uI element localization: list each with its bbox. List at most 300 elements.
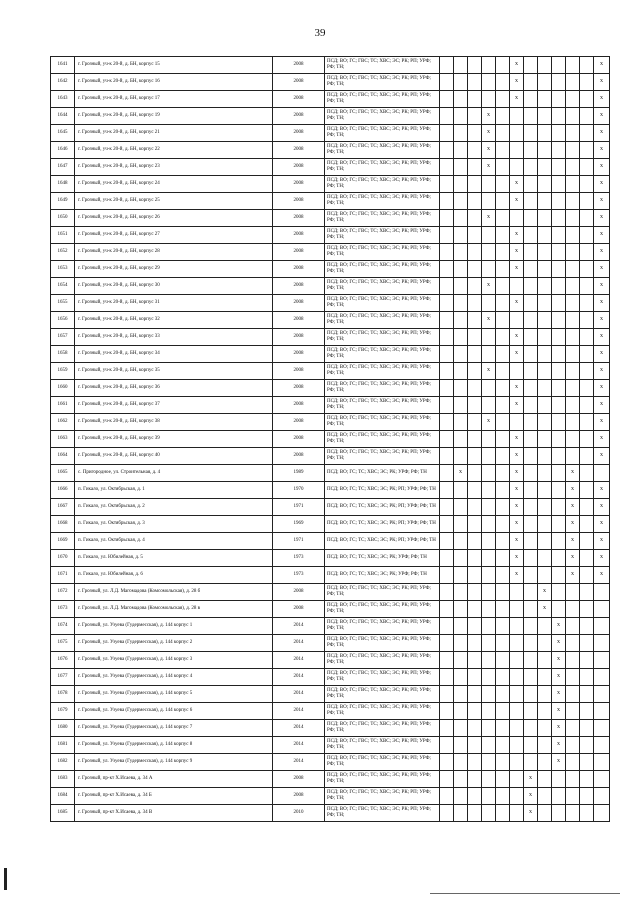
table-row: [51, 499, 610, 516]
address-cell: г. Грозный, пр-кт Х.Исаева, д. 34 Б: [75, 788, 273, 805]
services-cell: ПСД; ВО; ГС; ГВС; ТС; ХВС; ЭС; РК; РП; УРФ; РФ; ТН;: [325, 686, 440, 703]
mark-cell: x: [538, 601, 552, 618]
mark-cell: x: [510, 91, 524, 108]
mark-cell: [440, 431, 454, 448]
mark-cell: [510, 771, 524, 788]
mark-cell: [552, 346, 566, 363]
table-row: [51, 244, 610, 261]
services-cell: ПСД; ВО; ГС; ГВС; ТС; ХВС; ЭС; РК; РП; УРФ; РФ; ТН;: [325, 125, 440, 142]
mark-cell: [496, 584, 510, 601]
mark-cell: x: [510, 533, 524, 550]
mark-cell: [566, 720, 580, 737]
address-cell: г. Грозный, пр-кт Х.Исаева, д. 34 В: [75, 805, 273, 822]
mark-cell: [496, 227, 510, 244]
address-cell: г. Грозный, уч-к 20-й, д. БН, корпус 24: [75, 176, 273, 193]
mark-cell: [552, 261, 566, 278]
mark-cell: [454, 176, 468, 193]
table-row: [51, 720, 610, 737]
mark-cell: [594, 686, 610, 703]
mark-cell: [440, 448, 454, 465]
mark-cell: [440, 550, 454, 567]
mark-cell: [482, 448, 496, 465]
mark-cell: [496, 533, 510, 550]
mark-cell: [524, 159, 538, 176]
mark-cell: [594, 652, 610, 669]
mark-cell: [580, 397, 594, 414]
mark-cell: [580, 108, 594, 125]
row-number-cell: 1659: [51, 363, 75, 380]
mark-cell: [440, 295, 454, 312]
mark-cell: [454, 618, 468, 635]
services-cell: ПСД; ВО; ГС; ГВС; ТС; ХВС; ЭС; РК; РП; УРФ; РФ; ТН;: [325, 635, 440, 652]
table-row: [51, 261, 610, 278]
mark-cell: x: [552, 686, 566, 703]
address-cell: г. Грозный, пр-кт Х.Исаева, д. 34 А: [75, 771, 273, 788]
mark-cell: [580, 618, 594, 635]
mark-cell: [552, 533, 566, 550]
mark-cell: x: [510, 295, 524, 312]
mark-cell: [538, 635, 552, 652]
services-cell: ПСД; ВО; ГС; ГВС; ТС; ХВС; ЭС; РК; РП; УРФ; РФ; ТН;: [325, 601, 440, 618]
mark-cell: [482, 431, 496, 448]
mark-cell: x: [594, 431, 610, 448]
mark-cell: [510, 414, 524, 431]
mark-cell: [566, 57, 580, 74]
services-cell: ПСД; ВО; ГС; ГВС; ТС; ХВС; ЭС; РК; РП; УРФ; РФ; ТН;: [325, 380, 440, 397]
address-cell: г. Грозный, уч-к 20-й, д. БН, корпус 30: [75, 278, 273, 295]
row-number-cell: 1658: [51, 346, 75, 363]
mark-cell: x: [566, 465, 580, 482]
year-cell: 2008: [273, 380, 325, 397]
mark-cell: [552, 210, 566, 227]
mark-cell: x: [594, 329, 610, 346]
mark-cell: [524, 227, 538, 244]
mark-cell: [468, 414, 482, 431]
mark-cell: x: [552, 669, 566, 686]
mark-cell: [468, 754, 482, 771]
mark-cell: [538, 550, 552, 567]
mark-cell: [524, 312, 538, 329]
mark-cell: [552, 329, 566, 346]
mark-cell: [580, 584, 594, 601]
mark-cell: [482, 346, 496, 363]
mark-cell: [538, 193, 552, 210]
address-cell: г. Грозный, уч-к 20-й, д. БН, корпус 17: [75, 91, 273, 108]
mark-cell: [454, 635, 468, 652]
mark-cell: x: [594, 261, 610, 278]
mark-cell: [468, 482, 482, 499]
mark-cell: [468, 57, 482, 74]
mark-cell: [524, 295, 538, 312]
mark-cell: [440, 754, 454, 771]
mark-cell: [468, 516, 482, 533]
mark-cell: x: [594, 448, 610, 465]
mark-cell: [468, 431, 482, 448]
year-cell: 2008: [273, 57, 325, 74]
mark-cell: [580, 550, 594, 567]
mark-cell: [454, 329, 468, 346]
year-cell: 2008: [273, 193, 325, 210]
mark-cell: [566, 363, 580, 380]
table-row: [51, 397, 610, 414]
row-number-cell: 1647: [51, 159, 75, 176]
mark-cell: [468, 193, 482, 210]
row-number-cell: 1674: [51, 618, 75, 635]
mark-cell: [510, 363, 524, 380]
address-cell: г. Грозный, ул. Узуева (Гудермесская), д. 144 корпус 1: [75, 618, 273, 635]
mark-cell: [440, 329, 454, 346]
address-cell: г. Грозный, уч-к 20-й, д. БН, корпус 26: [75, 210, 273, 227]
year-cell: 2008: [273, 329, 325, 346]
row-number-cell: 1654: [51, 278, 75, 295]
table-row: [51, 431, 610, 448]
address-cell: п. Гикало, ул. Октябрьская, д. 1: [75, 482, 273, 499]
mark-cell: x: [454, 465, 468, 482]
mark-cell: [552, 414, 566, 431]
address-cell: г. Грозный, уч-к 20-й, д. БН, корпус 40: [75, 448, 273, 465]
mark-cell: [580, 176, 594, 193]
mark-cell: x: [510, 431, 524, 448]
address-cell: г. Грозный, уч-к 20-й, д. БН, корпус 37: [75, 397, 273, 414]
mark-cell: [454, 363, 468, 380]
year-cell: 2008: [273, 414, 325, 431]
mark-cell: [496, 686, 510, 703]
table-row: [51, 482, 610, 499]
mark-cell: [440, 635, 454, 652]
mark-cell: x: [482, 210, 496, 227]
row-number-cell: 1681: [51, 737, 75, 754]
mark-cell: [510, 703, 524, 720]
table-row: [51, 108, 610, 125]
mark-cell: x: [510, 244, 524, 261]
table-row: [51, 703, 610, 720]
mark-cell: [580, 57, 594, 74]
mark-cell: [440, 567, 454, 584]
mark-cell: [580, 414, 594, 431]
mark-cell: [594, 601, 610, 618]
mark-cell: [580, 431, 594, 448]
mark-cell: [566, 176, 580, 193]
mark-cell: [538, 669, 552, 686]
mark-cell: [510, 720, 524, 737]
address-cell: г. Грозный, ул. Узуева (Гудермесская), д. 144 корпус 4: [75, 669, 273, 686]
mark-cell: [566, 74, 580, 91]
address-cell: п. Гикало, ул. Октябрьская, д. 4: [75, 533, 273, 550]
mark-cell: [552, 74, 566, 91]
mark-cell: x: [510, 329, 524, 346]
mark-cell: [552, 465, 566, 482]
row-number-cell: 1670: [51, 550, 75, 567]
mark-cell: [454, 550, 468, 567]
mark-cell: x: [510, 346, 524, 363]
mark-cell: [538, 499, 552, 516]
mark-cell: [496, 176, 510, 193]
services-cell: ПСД; ВО; ГС; ТС; ХВС; ЭС; РК; УРФ; РФ; ТН: [325, 550, 440, 567]
services-cell: ПСД; ВО; ГС; ГВС; ТС; ХВС; ЭС; РК; РП; УРФ; РФ; ТН;: [325, 74, 440, 91]
mark-cell: [524, 703, 538, 720]
mark-cell: [482, 516, 496, 533]
address-cell: п. Гикало, ул. Октябрьская, д. 3: [75, 516, 273, 533]
mark-cell: [538, 533, 552, 550]
mark-cell: [524, 567, 538, 584]
mark-cell: [454, 431, 468, 448]
mark-cell: [580, 703, 594, 720]
mark-cell: x: [566, 499, 580, 516]
address-cell: г. Грозный, уч-к 20-й, д. БН, корпус 19: [75, 108, 273, 125]
address-cell: г. Грозный, ул. Узуева (Гудермесская), д. 144 корпус 5: [75, 686, 273, 703]
row-number-cell: 1668: [51, 516, 75, 533]
mark-cell: [538, 176, 552, 193]
year-cell: 2008: [273, 227, 325, 244]
mark-cell: x: [524, 805, 538, 822]
mark-cell: [524, 193, 538, 210]
table-row: [51, 210, 610, 227]
row-number-cell: 1655: [51, 295, 75, 312]
mark-cell: x: [510, 567, 524, 584]
mark-cell: [496, 771, 510, 788]
mark-cell: [482, 329, 496, 346]
mark-cell: x: [566, 516, 580, 533]
services-cell: ПСД; ВО; ГС; ГВС; ТС; ХВС; ЭС; РК; РП; УРФ; РФ; ТН;: [325, 295, 440, 312]
mark-cell: x: [510, 193, 524, 210]
services-cell: ПСД; ВО; ГС; ТС; ХВС; ЭС; РК; РП; УРФ; РФ; ТН: [325, 533, 440, 550]
mark-cell: [496, 805, 510, 822]
mark-cell: [594, 635, 610, 652]
mark-cell: [538, 380, 552, 397]
housing-table-container: [50, 56, 610, 822]
table-row: [51, 516, 610, 533]
mark-cell: [482, 91, 496, 108]
row-number-cell: 1677: [51, 669, 75, 686]
mark-cell: [468, 278, 482, 295]
year-cell: 1971: [273, 533, 325, 550]
year-cell: 2008: [273, 278, 325, 295]
row-number-cell: 1673: [51, 601, 75, 618]
mark-cell: [440, 227, 454, 244]
mark-cell: [468, 584, 482, 601]
mark-cell: [454, 516, 468, 533]
mark-cell: [496, 380, 510, 397]
services-cell: ПСД; ВО; ГС; ТС; ХВС; ЭС; РК; УРФ; РФ; ТН: [325, 465, 440, 482]
row-number-cell: 1653: [51, 261, 75, 278]
mark-cell: [496, 261, 510, 278]
address-cell: г. Грозный, уч-к 20-й, д. БН, корпус 21: [75, 125, 273, 142]
mark-cell: [440, 686, 454, 703]
mark-cell: [580, 227, 594, 244]
services-cell: ПСД; ВО; ГС; ГВС; ТС; ХВС; ЭС; РК; РП; УРФ; РФ; ТН;: [325, 108, 440, 125]
mark-cell: [496, 346, 510, 363]
mark-cell: [510, 159, 524, 176]
row-number-cell: 1645: [51, 125, 75, 142]
address-cell: г. Грозный, уч-к 20-й, д. БН, корпус 16: [75, 74, 273, 91]
services-cell: ПСД; ВО; ГС; ТС; ХВС; ЭС; РК; РП; УРФ; РФ; ТН: [325, 516, 440, 533]
mark-cell: [468, 703, 482, 720]
mark-cell: [580, 635, 594, 652]
mark-cell: x: [510, 397, 524, 414]
mark-cell: [524, 686, 538, 703]
mark-cell: [552, 516, 566, 533]
year-cell: 2014: [273, 737, 325, 754]
mark-cell: [496, 601, 510, 618]
mark-cell: [440, 397, 454, 414]
table-row: [51, 601, 610, 618]
mark-cell: [496, 567, 510, 584]
mark-cell: [454, 771, 468, 788]
table-row: [51, 125, 610, 142]
mark-cell: [566, 414, 580, 431]
services-cell: ПСД; ВО; ГС; ГВС; ТС; ХВС; ЭС; РК; РП; УРФ; РФ; ТН;: [325, 278, 440, 295]
mark-cell: [538, 567, 552, 584]
mark-cell: [496, 550, 510, 567]
year-cell: 2008: [273, 312, 325, 329]
mark-cell: [594, 788, 610, 805]
mark-cell: [580, 74, 594, 91]
mark-cell: [454, 108, 468, 125]
mark-cell: [524, 584, 538, 601]
services-cell: ПСД; ВО; ГС; ГВС; ТС; ХВС; ЭС; РК; РП; УРФ; РФ; ТН;: [325, 414, 440, 431]
services-cell: ПСД; ВО; ГС; ГВС; ТС; ХВС; ЭС; РК; РП; УРФ; РФ; ТН;: [325, 329, 440, 346]
mark-cell: [510, 125, 524, 142]
address-cell: п. Гикало, ул. Юбилейная, д. 6: [75, 567, 273, 584]
mark-cell: [510, 312, 524, 329]
mark-cell: [594, 720, 610, 737]
year-cell: 2008: [273, 159, 325, 176]
mark-cell: [566, 210, 580, 227]
mark-cell: [552, 397, 566, 414]
mark-cell: [580, 567, 594, 584]
mark-cell: [538, 652, 552, 669]
mark-cell: [552, 584, 566, 601]
row-number-cell: 1651: [51, 227, 75, 244]
row-number-cell: 1665: [51, 465, 75, 482]
services-cell: ПСД; ВО; ГС; ГВС; ТС; ХВС; ЭС; РК; РП; УРФ; РФ; ТН;: [325, 346, 440, 363]
address-cell: г. Грозный, ул. Узуева (Гудермесская), д. 144 корпус 7: [75, 720, 273, 737]
mark-cell: x: [538, 584, 552, 601]
year-cell: 2008: [273, 261, 325, 278]
mark-cell: [510, 686, 524, 703]
address-cell: г. Грозный, уч-к 20-й, д. БН, корпус 31: [75, 295, 273, 312]
mark-cell: [510, 669, 524, 686]
mark-cell: [538, 295, 552, 312]
mark-cell: x: [510, 176, 524, 193]
mark-cell: [566, 737, 580, 754]
mark-cell: [482, 754, 496, 771]
mark-cell: [482, 193, 496, 210]
mark-cell: [552, 499, 566, 516]
mark-cell: [524, 482, 538, 499]
mark-cell: [566, 159, 580, 176]
mark-cell: [440, 74, 454, 91]
table-row: [51, 805, 610, 822]
services-cell: ПСД; ВО; ГС; ГВС; ТС; ХВС; ЭС; РК; РП; УРФ; РФ; ТН;: [325, 669, 440, 686]
mark-cell: [566, 295, 580, 312]
address-cell: г. Грозный, уч-к 20-й, д. БН, корпус 23: [75, 159, 273, 176]
year-cell: 2008: [273, 210, 325, 227]
mark-cell: [510, 210, 524, 227]
year-cell: 2014: [273, 754, 325, 771]
services-cell: ПСД; ВО; ГС; ГВС; ТС; ХВС; ЭС; РК; РП; УРФ; РФ; ТН;: [325, 618, 440, 635]
mark-cell: [496, 57, 510, 74]
mark-cell: x: [594, 499, 610, 516]
mark-cell: [566, 431, 580, 448]
mark-cell: [482, 176, 496, 193]
mark-cell: [454, 380, 468, 397]
mark-cell: [566, 635, 580, 652]
address-cell: с. Пригородное, ул. Строительная, д. 4: [75, 465, 273, 482]
mark-cell: [440, 108, 454, 125]
mark-cell: x: [594, 244, 610, 261]
row-number-cell: 1672: [51, 584, 75, 601]
mark-cell: [538, 210, 552, 227]
mark-cell: [594, 805, 610, 822]
year-cell: 2008: [273, 788, 325, 805]
mark-cell: [524, 74, 538, 91]
mark-cell: [580, 805, 594, 822]
mark-cell: [580, 278, 594, 295]
table-row: [51, 91, 610, 108]
mark-cell: [538, 771, 552, 788]
mark-cell: [552, 176, 566, 193]
services-cell: ПСД; ВО; ГС; ГВС; ТС; ХВС; ЭС; РК; РП; УРФ; РФ; ТН;: [325, 57, 440, 74]
mark-cell: [468, 91, 482, 108]
mark-cell: x: [552, 618, 566, 635]
mark-cell: [524, 363, 538, 380]
year-cell: 2014: [273, 720, 325, 737]
mark-cell: x: [552, 635, 566, 652]
mark-cell: [524, 533, 538, 550]
mark-cell: [482, 601, 496, 618]
mark-cell: [482, 482, 496, 499]
table-row: [51, 635, 610, 652]
mark-cell: x: [594, 74, 610, 91]
mark-cell: x: [482, 363, 496, 380]
mark-cell: [482, 686, 496, 703]
mark-cell: [454, 533, 468, 550]
mark-cell: [510, 754, 524, 771]
mark-cell: x: [510, 380, 524, 397]
services-cell: ПСД; ВО; ГС; ГВС; ТС; ХВС; ЭС; РК; РП; УРФ; РФ; ТН;: [325, 210, 440, 227]
table-row: [51, 771, 610, 788]
row-number-cell: 1657: [51, 329, 75, 346]
mark-cell: [538, 397, 552, 414]
mark-cell: [524, 244, 538, 261]
mark-cell: [552, 57, 566, 74]
mark-cell: [580, 380, 594, 397]
mark-cell: [538, 244, 552, 261]
mark-cell: x: [594, 227, 610, 244]
mark-cell: [468, 159, 482, 176]
mark-cell: [552, 482, 566, 499]
table-row: [51, 74, 610, 91]
mark-cell: [440, 737, 454, 754]
mark-cell: [524, 380, 538, 397]
mark-cell: x: [552, 720, 566, 737]
mark-cell: [580, 312, 594, 329]
mark-cell: [580, 448, 594, 465]
mark-cell: [524, 516, 538, 533]
year-cell: 1973: [273, 550, 325, 567]
scan-edge-mark: [4, 868, 7, 890]
mark-cell: [524, 414, 538, 431]
mark-cell: [482, 397, 496, 414]
mark-cell: [482, 737, 496, 754]
mark-cell: [566, 805, 580, 822]
mark-cell: [566, 227, 580, 244]
mark-cell: [468, 771, 482, 788]
mark-cell: [468, 635, 482, 652]
mark-cell: [468, 618, 482, 635]
mark-cell: [510, 601, 524, 618]
